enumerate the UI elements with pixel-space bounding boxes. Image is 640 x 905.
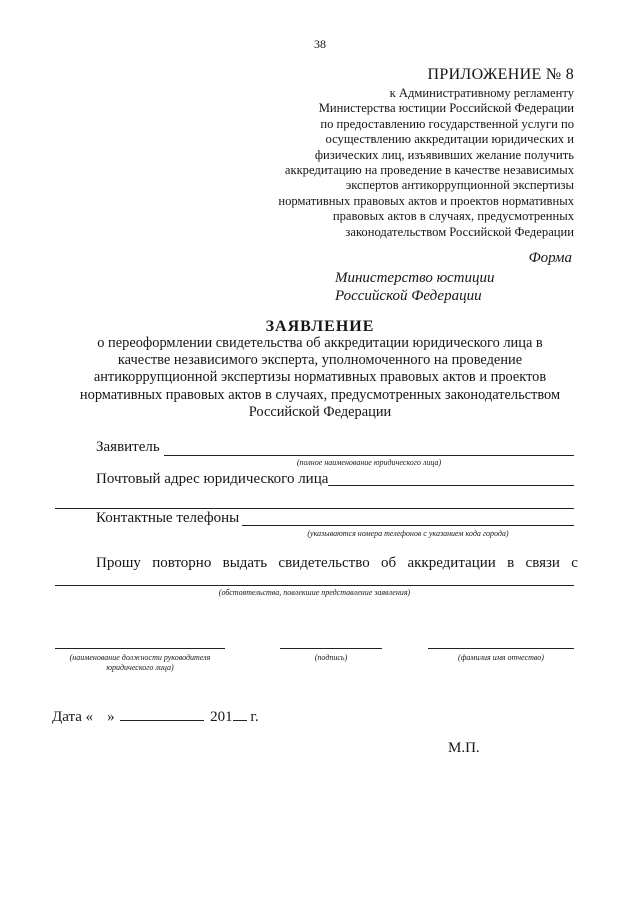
postal-address-field-continued[interactable] bbox=[55, 508, 574, 509]
appendix-title: ПРИЛОЖЕНИЕ № 8 bbox=[427, 66, 574, 83]
signature-field[interactable] bbox=[280, 648, 382, 649]
request-word: повторно bbox=[152, 555, 212, 571]
regulation-line: Министерства юстиции Российской Федерации bbox=[318, 101, 574, 116]
position-hint: (наименование должности руководителя bbox=[69, 653, 211, 662]
full-name-field[interactable] bbox=[428, 648, 574, 649]
regulation-line: аккредитацию на проведение в качестве независимых bbox=[284, 163, 574, 178]
request-word: об bbox=[381, 555, 397, 571]
document-subtitle bbox=[52, 335, 588, 421]
full-name-hint: (фамилия имя отчество) bbox=[458, 653, 544, 662]
request-word: в bbox=[507, 555, 515, 571]
postal-address-label: Почтовый адрес юридического лица bbox=[96, 471, 329, 487]
request-word: связи bbox=[525, 555, 560, 571]
postal-address-field[interactable] bbox=[328, 485, 574, 486]
subtitle-line: о переоформлении свидетельства об аккредитации юридического лица в bbox=[97, 335, 543, 351]
regulation-line: экспертов антикоррупционной экспертизы bbox=[345, 178, 574, 193]
request-word: выдать bbox=[222, 555, 268, 571]
signature-hint: (подпись) bbox=[314, 653, 348, 662]
request-word: аккредитации bbox=[407, 555, 496, 571]
date-row bbox=[52, 706, 259, 726]
regulation-line: осуществлению аккредитации юридических и bbox=[325, 132, 574, 147]
date-year-suffix: г. bbox=[250, 709, 259, 725]
subtitle-line: антикоррупционной экспертизы нормативных правовых актов и проектов bbox=[93, 369, 547, 386]
phones-label: Контактные телефоны bbox=[96, 510, 240, 526]
regulation-line: физических лиц, изъявивших желание получить bbox=[314, 147, 574, 162]
date-year-prefix: 201 bbox=[210, 709, 233, 725]
phones-field[interactable] bbox=[242, 525, 574, 526]
subtitle-line: Российской Федерации bbox=[248, 403, 392, 420]
request-word: Прошу bbox=[96, 555, 141, 571]
position-hint-continued: юридического лица) bbox=[106, 663, 174, 672]
date-close-quote: » bbox=[107, 709, 115, 725]
subtitle-line: качестве независимого эксперта, уполномоченного на проведение bbox=[117, 352, 523, 369]
addressee bbox=[335, 269, 495, 305]
regulation-line: нормативных правовых актов и проектов нормативных bbox=[278, 193, 574, 208]
regulation-line: к Административному регламенту bbox=[389, 86, 574, 100]
addressee-line: Министерство юстиции bbox=[335, 270, 495, 286]
regulation-line: правовых актов в случаях, предусмотренных bbox=[332, 209, 574, 224]
applicant-field[interactable] bbox=[164, 455, 574, 456]
applicant-label: Заявитель bbox=[96, 439, 160, 455]
regulation-line: законодательством Российской Федерации bbox=[345, 224, 574, 239]
phones-hint: (указываются номера телефонов с указанием кода города) bbox=[307, 529, 509, 538]
request-word: с bbox=[571, 555, 578, 571]
date-month-field[interactable] bbox=[120, 706, 204, 721]
date-year-field[interactable] bbox=[233, 706, 247, 721]
subtitle-line: нормативных правовых актов в случаях, предусмотренных законодательством bbox=[79, 386, 561, 403]
request-text bbox=[96, 555, 578, 572]
circumstances-field[interactable] bbox=[55, 585, 574, 586]
regulation-reference bbox=[254, 86, 574, 240]
form-label: Форма bbox=[528, 250, 572, 266]
circumstances-hint: (обстоятельства, повлекшие представление заявления) bbox=[218, 588, 411, 597]
date-label: Дата « bbox=[52, 709, 94, 725]
page-number: 38 bbox=[314, 37, 326, 51]
addressee-line: Российской Федерации bbox=[335, 288, 482, 304]
regulation-line: по предоставлению государственной услуги по bbox=[320, 116, 574, 131]
request-word: свидетельство bbox=[278, 555, 370, 571]
stamp-placeholder: М.П. bbox=[448, 740, 480, 756]
position-field[interactable] bbox=[55, 648, 225, 649]
document-title: ЗАЯВЛЕНИЕ bbox=[265, 318, 375, 335]
applicant-hint: (полное наименование юридического лица) bbox=[296, 458, 442, 467]
